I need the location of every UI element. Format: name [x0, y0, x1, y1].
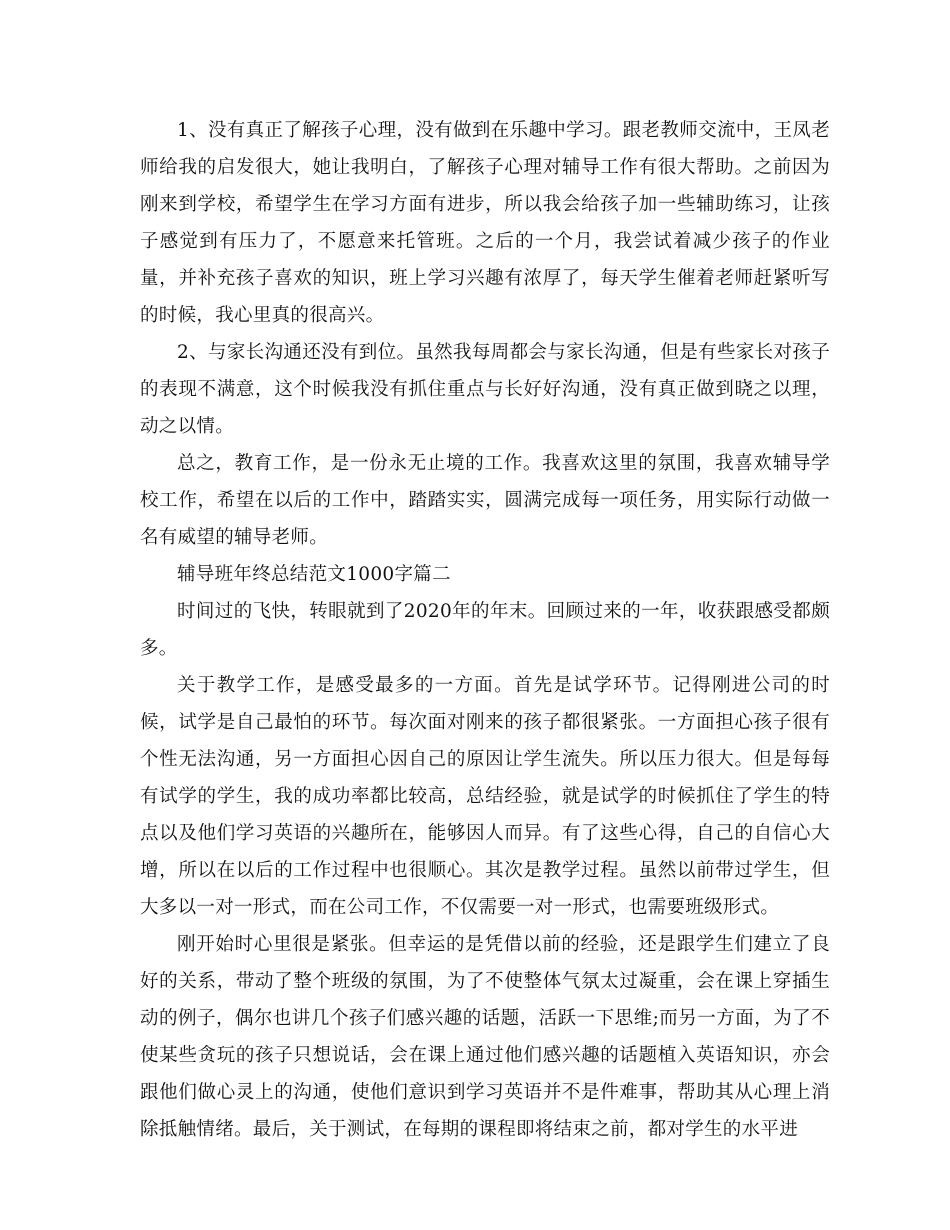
- paragraph-5: 关于教学工作，是感受最多的一方面。首先是试学环节。记得刚进公司的时候，试学是自己最怕的环节。每次面对刚来的孩子都很紧张。一方面担心孩子很有个性无法沟通，另一方面担心因自己的原因让学生流失。所以压力很大。但是每每有试学的学生，我的成功率都比较高，总结经验，就是试学的时候抓住了学生的特点以及他们学习英语的兴趣所在，能够因人而异。有了这些心得，自己的自信心大增，所以在以后的工作过程中也很顺心。其次是教学过程。虽然以前带过学生，但大多以一对一形式，而在公司工作，不仅需要一对一形式，也需要班级形式。: [140, 675, 830, 918]
- paragraph-2: 2、与家长沟通还没有到位。虽然我每周都会与家长沟通，但是有些家长对孩子的表现不满意，这个时候我没有抓住重点与长好好沟通，没有真正做到晓之以理，动之以情。: [140, 342, 830, 437]
- paragraph-3: 总之，教育工作，是一份永无止境的工作。我喜欢这里的氛围，我喜欢辅导学校工作，希望在以后的工作中，踏踏实实，圆满完成每一项任务，用实际行动做一名有威望的辅导老师。: [140, 453, 830, 548]
- paragraph-6: 刚开始时心里很是紧张。但幸运的是凭借以前的经验，还是跟学生们建立了良好的关系，带动了整个班级的氛围，为了不使整体气氛太过凝重，会在课上穿插生动的例子，偶尔也讲几个孩子们感兴趣的话题，活跃一下思维;而另一方面，为了不使某些贪玩的孩子只想说话，会在课上通过他们感兴趣的话题植入英语知识，亦会跟他们做心灵上的沟通，使他们意识到学习英语并不是件难事，帮助其从心理上消除抵触情绪。最后，关于测试，在每期的课程即将结束之前，都对学生的水平进: [140, 934, 830, 1140]
- paragraph-4: 时间过的飞快，转眼就到了2020年的年末。回顾过来的一年，收获跟感受都颇多。: [140, 601, 830, 659]
- section-title: 辅导班年终总结范文1000字篇二: [177, 564, 451, 585]
- document-body: [140, 112, 830, 1148]
- paragraph-1: 1、没有真正了解孩子心理，没有做到在乐趣中学习。跟老教师交流中，王凤老师给我的启发很大，她让我明白，了解孩子心理对辅导工作有很大帮助。之前因为刚来到学校，希望学生在学习方面有进步，所以我会给孩子加一些辅助练习，让孩子感觉到有压力了，不愿意来托管班。之后的一个月，我尝试着减少孩子的作业量，并补充孩子喜欢的知识，班上学习兴趣有浓厚了，每天学生催着老师赶紧听写的时候，我心里真的很高兴。: [140, 120, 830, 326]
